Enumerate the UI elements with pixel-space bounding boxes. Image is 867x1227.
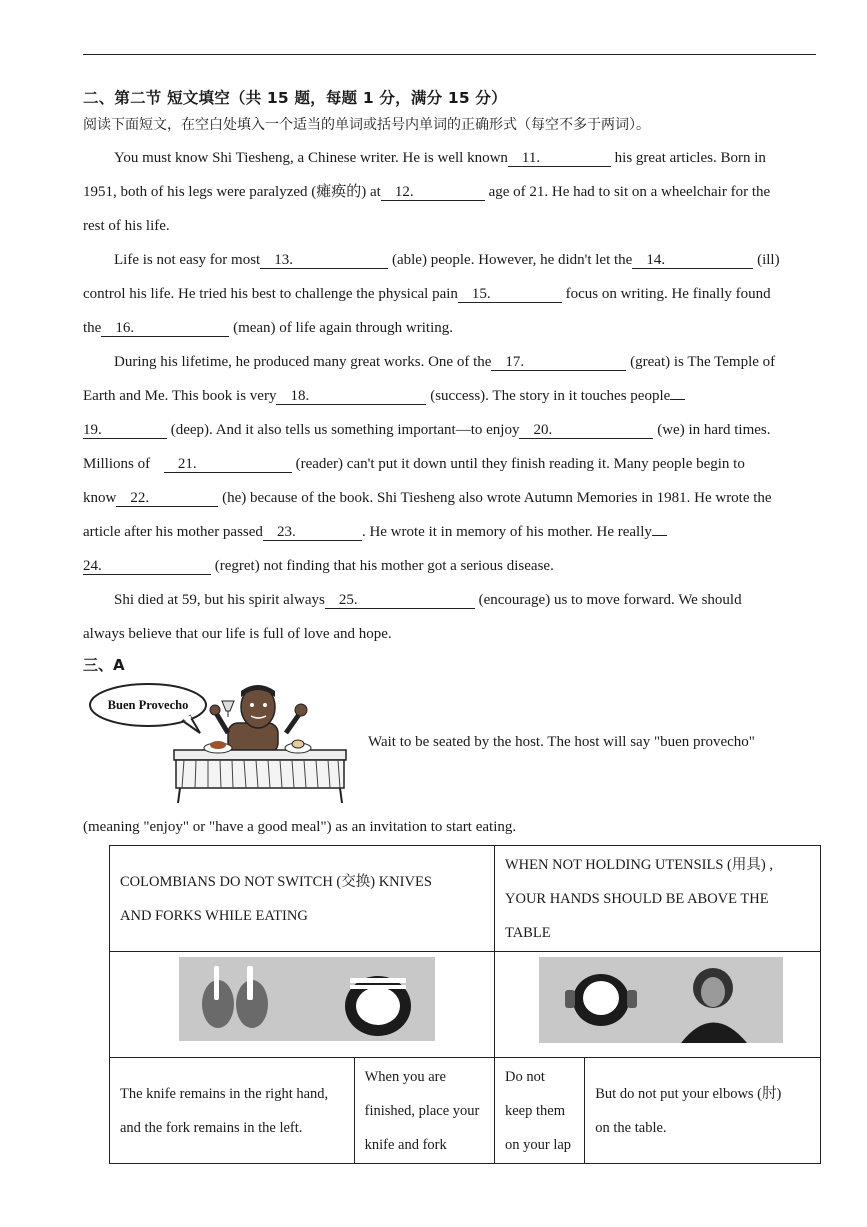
header-cell-knives: COLOMBIANS DO NOT SWITCH (交换) KNIVES AND FORKS WHILE EATING <box>110 846 495 952</box>
blank-24[interactable]: 24. <box>83 558 211 575</box>
cell-not-on-lap: Do not keep them on your lap <box>495 1058 585 1164</box>
blank-16[interactable]: 16. <box>101 320 229 337</box>
passage-line-7: During his lifetime, he produced many great works. One of the 17. (great) is The Temple of <box>114 354 776 370</box>
dining-host-illustration <box>88 683 353 805</box>
blank-15[interactable]: 15. <box>458 286 562 303</box>
cell-elbows: But do not put your elbows (肘) on the table. <box>585 1058 821 1164</box>
blank-24-start <box>652 535 667 536</box>
blank-13[interactable]: 13. <box>260 252 388 269</box>
blank-25[interactable]: 25. <box>325 592 475 609</box>
cell-when-finished: When you are finished, place your knife and fork <box>354 1058 494 1164</box>
passage-line-4: Life is not easy for most 13. (able) people. However, he didn't let the 14. (ill) <box>114 252 780 268</box>
blank-22[interactable]: 22. <box>116 490 218 507</box>
blank-23[interactable]: 23. <box>263 524 362 541</box>
passage-line-9: 19. (deep). And it also tells us something important—to enjoy 20. (we) in hard times. <box>83 422 771 438</box>
part3-title: 三、A <box>83 656 125 674</box>
passage-line-6: the 16. (mean) of life again through writing. <box>83 320 454 336</box>
blank-17[interactable]: 17. <box>491 354 626 371</box>
passage-line-15: always believe that our life is full of love and hope. <box>83 626 392 642</box>
blank-19-start <box>670 399 685 400</box>
passage-line-5: control his life. He tried his best to challenge the physical pain 15. focus on writing. He finally found <box>83 286 771 302</box>
bubble-text: Buen Provecho <box>107 698 189 712</box>
passage-line-2: 1951, both of his legs were paralyzed (瘫痪的) at 12. age of 21. He had to sit on a wheelchair for the <box>83 184 771 200</box>
instructions: 阅读下面短文，在空白处填入一个适当的单词或括号内单词的正确形式（每空不多于两词）。 <box>83 117 650 133</box>
passage-line-1: You must know Shi Tiesheng, a Chinese writer. He is well known 11. his great articles. Born in <box>114 150 766 166</box>
passage-line-14: Shi died at 59, but his spirit always 25. (encourage) us to move forward. We should <box>114 592 742 608</box>
passage-line-12: article after his mother passed 23. . He wrote it in memory of his mother. He really <box>83 522 818 542</box>
passage-line-13: 24. (regret) not finding that his mother got a serious disease. <box>83 558 554 574</box>
blank-14[interactable]: 14. <box>632 252 753 269</box>
illustration-caption-cont: (meaning "enjoy" or "have a good meal") as an invitation to start eating. <box>83 819 517 835</box>
passage-line-10: Millions of 21. (reader) can't put it down until they finish reading it. Many people begin to <box>83 456 745 472</box>
knife-fork-photo <box>110 952 494 1044</box>
blank-18[interactable]: 18. <box>276 388 426 405</box>
image-cell-utensils <box>110 952 495 1058</box>
blank-11[interactable]: 11. <box>508 150 611 167</box>
top-rule <box>83 54 816 55</box>
passage-line-11: know 22. (he) because of the book. Shi Tiesheng also wrote Autumn Memories in 1981. He wrote the <box>83 490 772 506</box>
hands-above-table-photo <box>495 952 820 1044</box>
section-title: 二、第二节 短文填空（共 15 题，每题 1 分，满分 15 分） <box>83 89 507 107</box>
blank-20[interactable]: 20. <box>519 422 653 439</box>
etiquette-table <box>109 845 821 1164</box>
cell-knife-remains: The knife remains in the right hand, and the fork remains in the left. <box>110 1058 355 1164</box>
blank-12[interactable]: 12. <box>381 184 485 201</box>
image-cell-hands <box>495 952 821 1058</box>
passage-line-8: Earth and Me. This book is very 18. (success). The story in it touches people <box>83 386 818 406</box>
passage-line-3: rest of his life. <box>83 218 170 234</box>
blank-19[interactable]: 19. <box>83 422 167 439</box>
header-cell-hands: WHEN NOT HOLDING UTENSILS (用具) , YOUR HANDS SHOULD BE ABOVE THE TABLE <box>495 846 821 952</box>
blank-21[interactable]: 21. <box>164 456 292 473</box>
illustration-caption: Wait to be seated by the host. The host will say "buen provecho" <box>368 734 755 750</box>
